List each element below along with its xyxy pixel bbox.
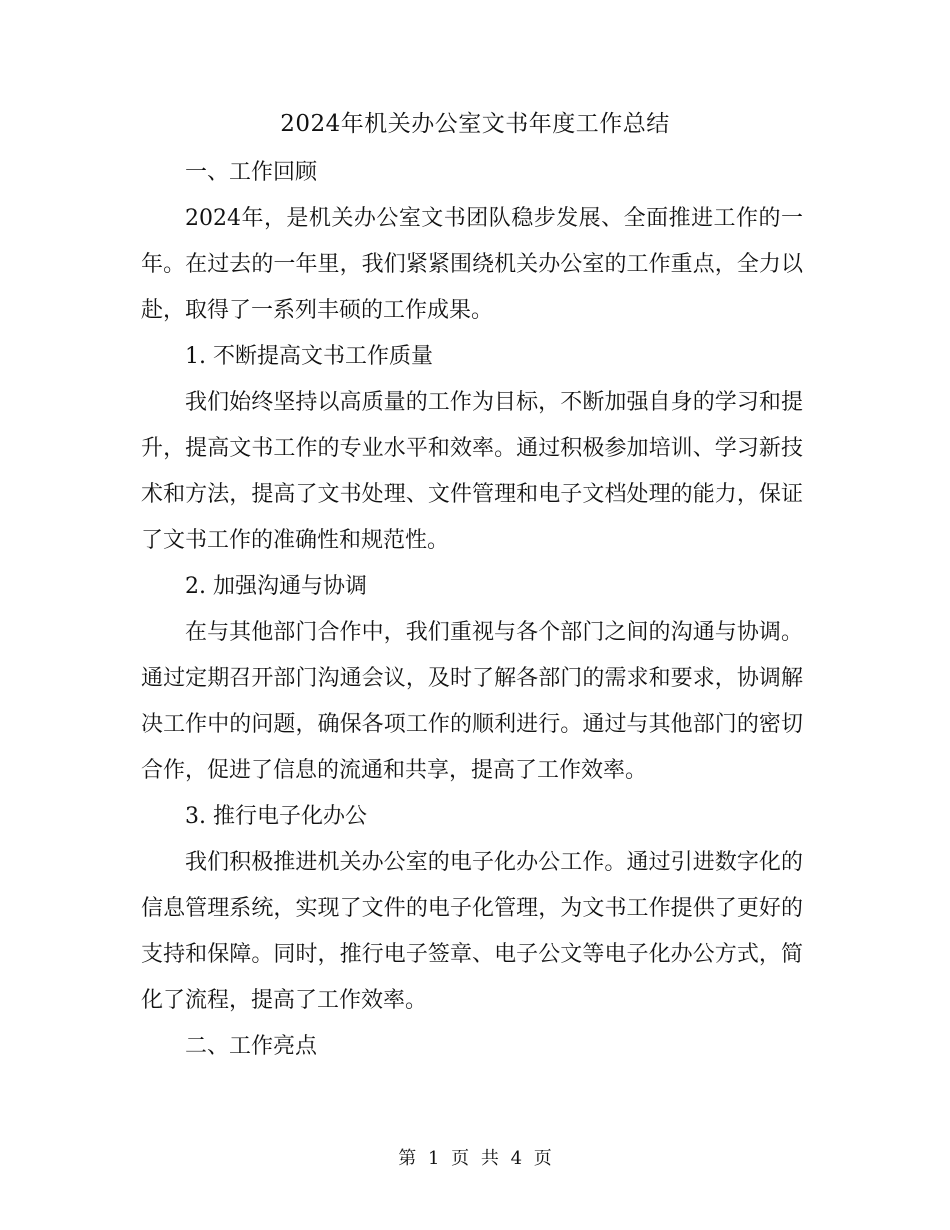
document-title: 2024年机关办公室文书年度工作总结 (280, 111, 670, 137)
document-body (141, 150, 803, 1070)
paragraph-digital-office: 我们积极推进机关办公室的电子化办公工作。通过引进数字化的信息管理系统，实现了文件的电子化管理，为文书工作提供了更好的支持和保障。同时，推行电子签章、电子公文等电子化办公方式，简化了流程，提高了工作效率。 (141, 850, 803, 1013)
subheading-quality: 1. 不断提高文书工作质量 (185, 344, 433, 369)
paragraph-communication: 在与其他部门合作中，我们重视与各个部门之间的沟通与协调。通过定期召开部门沟通会议，及时了解各部门的需求和要求，协调解决工作中的问题，确保各项工作的顺利进行。通过与其他部门的密切合作，促进了信息的流通和共享，提高了工作效率。 (141, 620, 803, 783)
page-number-footer: 第 1 页 共 4 页 (398, 1148, 552, 1169)
paragraph-intro: 2024年，是机关办公室文书团队稳步发展、全面推进工作的一年。在过去的一年里，我们紧紧围绕机关办公室的工作重点，全力以赴，取得了一系列丰硕的工作成果。 (141, 206, 803, 323)
subheading-digital-office: 3. 推行电子化办公 (185, 804, 367, 829)
section-heading-review: 一、工作回顾 (185, 160, 318, 185)
paragraph-quality: 我们始终坚持以高质量的工作为目标，不断加强自身的学习和提升，提高文书工作的专业水平和效率。通过积极参加培训、学习新技术和方法，提高了文书处理、文件管理和电子文档处理的能力，保证了文书工作的准确性和规范性。 (141, 390, 803, 553)
subheading-communication: 2. 加强沟通与协调 (185, 574, 367, 599)
section-heading-highlights: 二、工作亮点 (185, 1034, 318, 1059)
